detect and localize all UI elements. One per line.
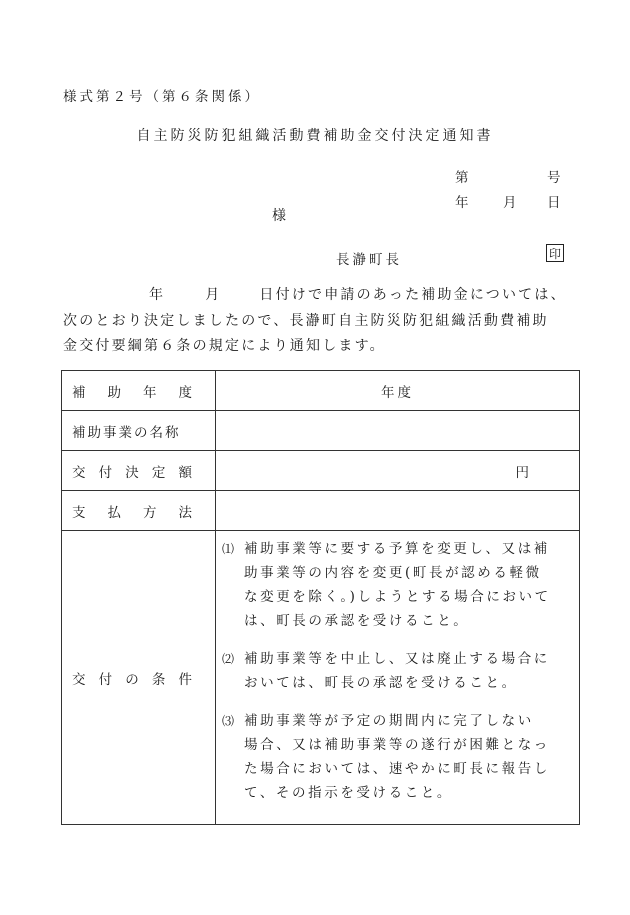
body-line-3: 金交付要綱第６条の規定により通知します。 — [63, 338, 386, 354]
table-row — [62, 451, 580, 491]
table-row — [62, 411, 580, 451]
condition-number: ⑵ — [222, 652, 235, 666]
document-title: 自主防災防犯組織活動費補助金交付決定通知書 — [136, 128, 494, 144]
document-number-prefix: 第 — [455, 170, 469, 186]
label-char: 払 — [107, 504, 123, 521]
condition-line: な変更を除く。)しようとする場合において — [244, 589, 551, 605]
body-month-label: 月 — [205, 287, 222, 303]
label-char: 付 — [98, 671, 115, 688]
label-char: 交 — [72, 671, 88, 688]
date-month-label: 月 — [503, 195, 517, 211]
body-year-label: 年 — [149, 287, 166, 303]
body-line-1-text: 日付けで申請のあった補助金については、 — [259, 287, 567, 303]
label-char: 支 — [72, 504, 88, 521]
condition-line: 補助事業等に要する予算を変更し、又は補 — [244, 541, 550, 557]
condition-line: た場合においては、速やかに町長に報告し — [244, 761, 550, 777]
label-char: 件 — [178, 671, 194, 688]
condition-line: て、その指示を受けること。 — [244, 785, 454, 801]
label-char: 定 — [151, 464, 168, 481]
condition-line: 補助事業等が予定の期間内に完了しない — [244, 713, 534, 729]
condition-line: 場合、又は補助事業等の遂行が困難となっ — [244, 737, 550, 753]
payment-method-value — [216, 491, 580, 531]
label-char: 決 — [125, 464, 141, 481]
label-char: 法 — [178, 504, 194, 521]
table-row — [62, 491, 580, 531]
grant-details-table — [61, 370, 580, 825]
conditions-value — [216, 531, 580, 825]
condition-line: 助事業等の内容を変更(町長が認める軽微 — [244, 565, 542, 581]
label-char: 付 — [98, 464, 115, 481]
label-char: 条 — [151, 671, 168, 688]
notice-body — [63, 283, 583, 360]
condition-line: 補助事業等を中止し、又は廃止する場合に — [244, 651, 550, 667]
condition-item-3 — [222, 709, 573, 805]
table-row — [62, 371, 580, 411]
project-name-label: 補助事業の名称 — [62, 411, 216, 451]
condition-number: ⑴ — [222, 542, 235, 556]
fiscal-year-label — [62, 371, 216, 411]
seal-mark: 印 — [546, 244, 564, 262]
condition-line: は、町長の承認を受けること。 — [244, 613, 470, 629]
date-day-label: 日 — [547, 195, 561, 211]
fiscal-year-value: 年度 — [216, 371, 580, 411]
payment-method-label — [62, 491, 216, 531]
condition-line: おいては、町長の承認を受けること。 — [244, 675, 518, 691]
document-number-suffix: 号 — [547, 170, 561, 186]
label-char: の — [125, 671, 141, 688]
label-char: 方 — [143, 504, 159, 521]
grant-amount-label — [62, 451, 216, 491]
label-char: 交 — [72, 464, 88, 481]
condition-item-2 — [222, 647, 573, 695]
form-number: 様式第２号（第６条関係） — [63, 89, 261, 105]
table-row — [62, 531, 580, 825]
label-char: 助 — [107, 384, 123, 401]
condition-number: ⑶ — [222, 714, 235, 728]
conditions-label — [62, 531, 216, 825]
label-char: 年 — [143, 384, 159, 401]
label-char: 補 — [72, 384, 88, 401]
label-char: 額 — [178, 464, 194, 481]
date-year-label: 年 — [455, 195, 469, 211]
body-line-1 — [63, 283, 583, 309]
issuer-name: 長瀞町長 — [336, 252, 402, 268]
addressee-suffix: 様 — [272, 208, 286, 224]
body-line-2: 次のとおり決定しましたので、長瀞町自主防災防犯組織活動費補助 — [63, 312, 549, 329]
grant-amount-value: 円 — [216, 451, 580, 491]
project-name-value — [216, 411, 580, 451]
condition-item-1 — [222, 537, 573, 633]
label-char: 度 — [178, 384, 194, 401]
